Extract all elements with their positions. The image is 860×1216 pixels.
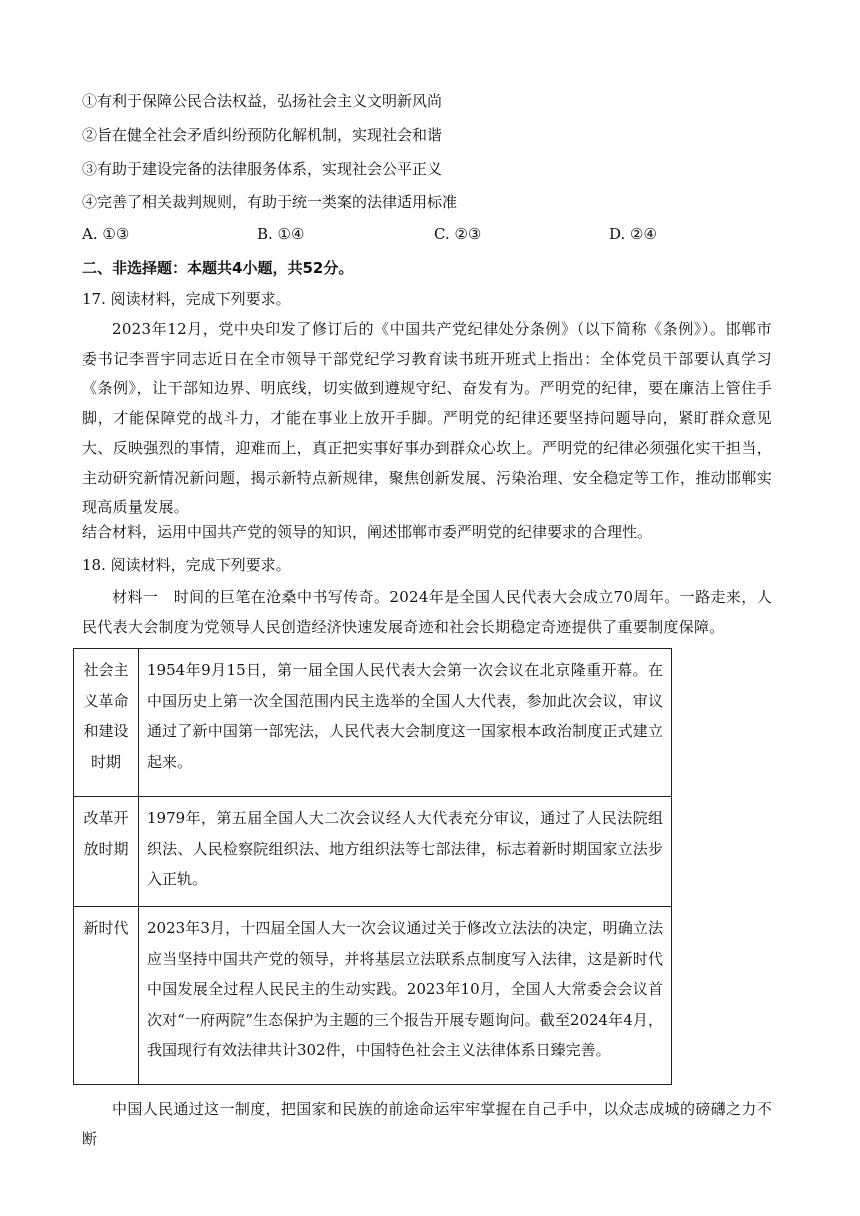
period-cell: 社会主义革命和建设时期 [74, 649, 139, 797]
option-4: ④完善了相关裁判规则，有助于统一类案的法律适用标准 [82, 193, 458, 211]
answer-choices [82, 225, 782, 247]
question-17-material [82, 315, 772, 523]
option-3: ③有助于建设完备的法律服务体系，实现社会公平正义 [82, 160, 443, 178]
continuation-text: 中国人民通过这一制度，把国家和民族的前途命运牢牢掌握在自己手中，以众志成城的磅礴之力不断 [82, 1100, 772, 1148]
question-18-material-1 [82, 583, 772, 642]
content-cell: 2023年3月，十四届全国人大一次会议通过关于修改立法法的决定，明确立法应当坚持中国共产党的领导，并将基层立法联系点制度写入法律，这是新时代中国发展全过程人民民主的生动实践。2023年10月，全国人大常委会会议首次对“一府两院”生态保护为主题的三个报告开展专题询问。截至2024年4月，我国现行有效法律共计302件，中国特色社会主义法律体系日臻完善。 [139, 907, 672, 1085]
content-cell: 1954年9月15日，第一届全国人民代表大会第一次会议在北京隆重开幕。在中国历史上第一次全国范围内民主选举的全国人大代表，参加此次会议，审议通过了新中国第一部宪法，人民代表大会制度这一国家根本政治制度正式建立起来。 [139, 649, 672, 797]
question-17-title: 17. 阅读材料，完成下列要求。 [82, 290, 291, 308]
material-1-body: 材料一 时间的巨笔在沧桑中书写传奇。2024年是全国人民代表大会成立70周年。一路走来，人民代表大会制度为党领导人民创造经济快速发展奇迹和社会长期稳定奇迹提供了重要制度保障。 [82, 588, 772, 636]
table-row [74, 907, 672, 1085]
history-table [73, 648, 672, 1085]
choice-c: C. ②③ [434, 225, 482, 243]
question-18-continuation [82, 1095, 772, 1154]
option-2: ②旨在健全社会矛盾纠纷预防化解机制，实现社会和谐 [82, 126, 443, 144]
option-1: ①有利于保障公民合法权益，弘扬社会主义文明新风尚 [82, 92, 443, 110]
table-row [74, 797, 672, 907]
question-17-body: 2023年12月，党中央印发了修订后的《中国共产党纪律处分条例》（以下简称《条例》）。邯郸市委书记李晋宇同志近日在全市领导干部党纪学习教育读书班开班式上指出：全体党员干部要认真学习《条例》，让干部知边界、明底线，切实做到遵规守纪、奋发有为。严明党的纪律，要在廉洁上管住手脚，才能保障党的战斗力，才能在事业上放开手脚。严明党的纪律还要坚持问题导向，紧盯群众意见大、反映强烈的事情，迎难而上，真正把实事好事办到群众心坎上。严明党的纪律必须强化实干担当，主动研究新情况新问题，揭示新特点新规律，聚焦创新发展、污染治理、安全稳定等工作，推动邯郸实现高质量发展。 [82, 320, 772, 517]
choice-b: B. ①④ [257, 225, 305, 243]
period-cell: 新时代 [74, 907, 139, 1085]
question-17-prompt: 结合材料，运用中国共产党的领导的知识，阐述邯郸市委严明党的纪律要求的合理性。 [82, 523, 653, 541]
question-18-title: 18. 阅读材料，完成下列要求。 [82, 556, 291, 574]
choice-a: A. ①③ [82, 225, 130, 243]
period-cell: 改革开放时期 [74, 797, 139, 907]
table-row [74, 649, 672, 797]
choice-d: D. ②④ [609, 225, 657, 243]
section-heading: 二、非选择题：本题共4小题，共52分。 [82, 259, 354, 277]
content-cell: 1979年，第五届全国人大二次会议经人大代表充分审议，通过了人民法院组织法、人民检察院组织法、地方组织法等七部法律，标志着新时期国家立法步入正轨。 [139, 797, 672, 907]
